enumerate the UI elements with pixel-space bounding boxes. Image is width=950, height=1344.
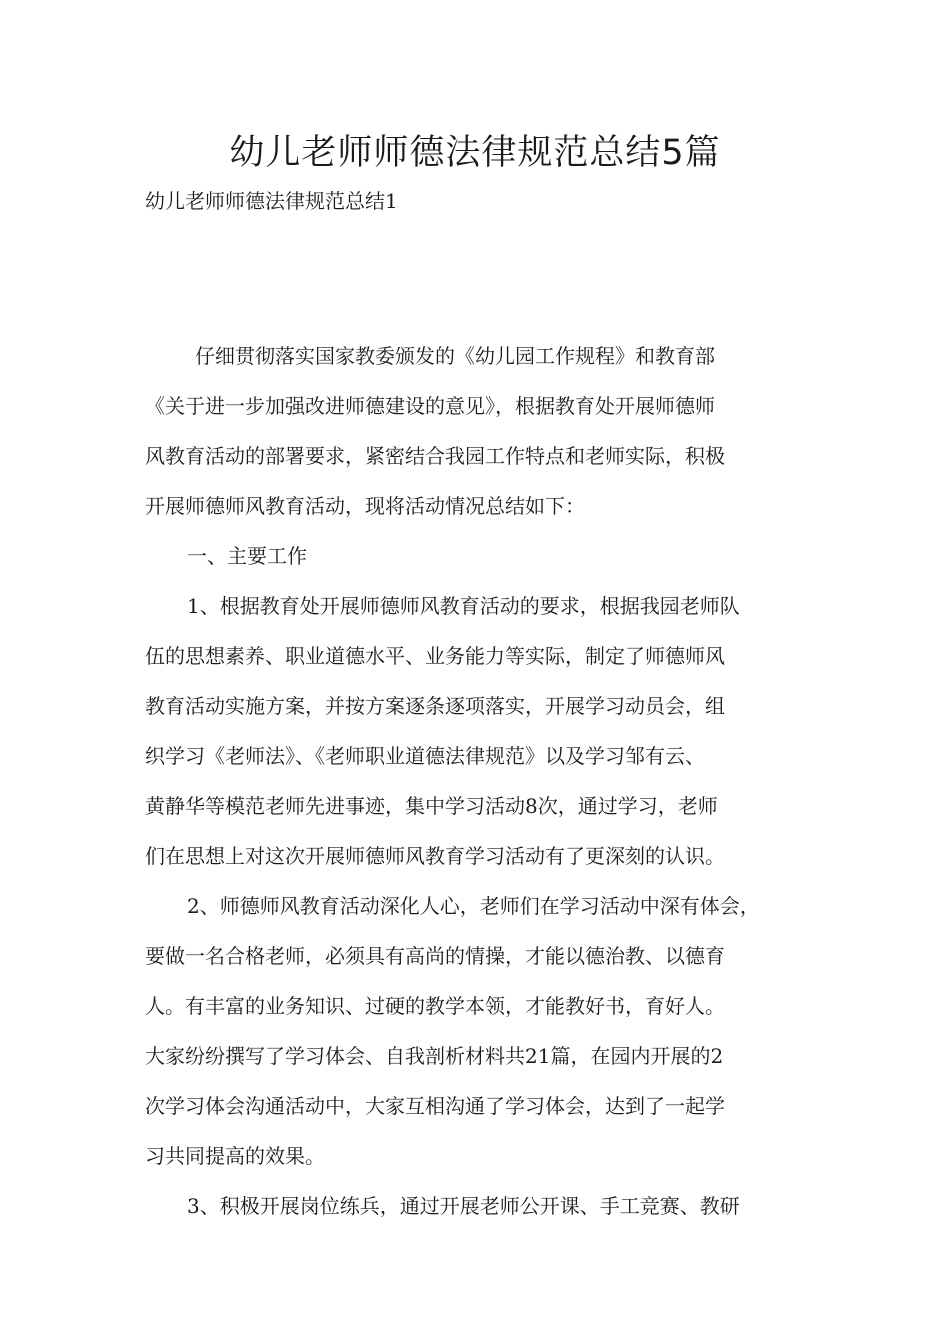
text-line: 伍的思想素养、职业道德水平、业务能力等实际，制定了师德师风: [145, 644, 725, 668]
text-line: 人。有丰富的业务知识、过硬的教学本领，才能教好书，育好人。: [145, 994, 725, 1018]
text-line: 次学习体会沟通活动中，大家互相沟通了学习体会，达到了一起学: [145, 1094, 725, 1118]
document-title: 幼儿老师师德法律规范总结5篇: [229, 133, 721, 173]
section-heading: 一、主要工作: [187, 544, 307, 568]
text-line: 要做一名合格老师，必须具有高尚的情操，才能以德治教、以德育: [145, 944, 725, 968]
text-line: 开展师德师风教育活动，现将活动情况总结如下：: [145, 494, 585, 518]
text-line: 1、根据教育处开展师德师风教育活动的要求，根据我园老师队: [187, 594, 740, 618]
text-line: 仔细贯彻落实国家教委颁发的《幼儿园工作规程》和教育部: [195, 344, 715, 368]
text-line: 习共同提高的效果。: [145, 1144, 325, 1168]
text-line: 大家纷纷撰写了学习体会、自我剖析材料共21篇，在园内开展的2: [145, 1044, 724, 1068]
text-line: 风教育活动的部署要求，紧密结合我园工作特点和老师实际，积极: [145, 444, 725, 468]
text-line: 织学习《老师法》、《老师职业道德法律规范》以及学习邹有云、: [145, 744, 705, 768]
text-line: 《关于进一步加强改进师德建设的意见》，根据教育处开展师德师: [145, 394, 715, 418]
text-line: 黄静华等模范老师先进事迹，集中学习活动8次，通过学习，老师: [145, 794, 718, 818]
text-line: 3、积极开展岗位练兵，通过开展老师公开课、手工竞赛、教研: [187, 1194, 740, 1218]
text-line: 2、师德师风教育活动深化人心，老师们在学习活动中深有体会，: [187, 894, 760, 918]
text-line: 教育活动实施方案，并按方案逐条逐项落实，开展学习动员会，组: [145, 694, 725, 718]
document-subtitle: 幼儿老师师德法律规范总结1: [145, 189, 398, 213]
document-body: [145, 331, 810, 1231]
text-line: 们在思想上对这次开展师德师风教育学习活动有了更深刻的认识。: [145, 844, 725, 868]
